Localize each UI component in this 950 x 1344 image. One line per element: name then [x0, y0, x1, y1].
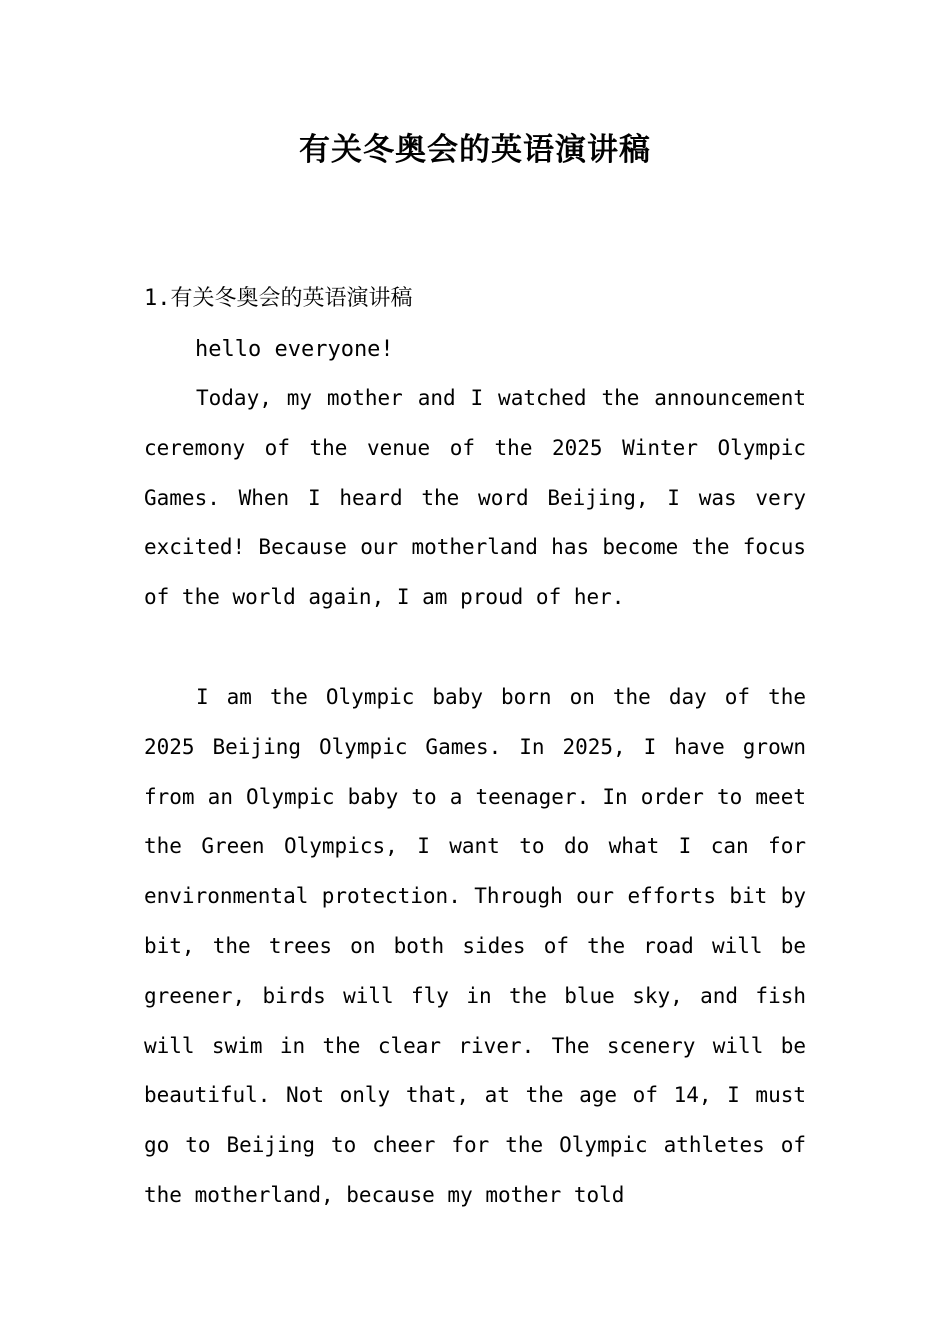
section-heading: 1.有关冬奥会的英语演讲稿: [144, 286, 413, 311]
paragraph-2: I am the Olympic baby born on the day of the 2025 Beijing Olympic Games. In 2025, I have grown from an Olympic baby to a teenager. In order to meet the Green Olympics, I want to do what I can for environmental protection. Through our efforts bit by bit, the trees on both sides of the road will be greener, birds will fly in the blue sky, and fish will swim in the clear river. The scenery will be beautiful. Not only that, at the age of 14, I must go to Beijing to cheer for the Olympic athletes of the motherland, because my mother told: [144, 685, 806, 1207]
paragraph-1: Today, my mother and I watched the announcement ceremony of the venue of the 2025 Winter Olympic Games. When I heard the word Beijing, I was very excited! Because our motherland has become the focus of the world again, I am proud of her.: [144, 386, 806, 610]
greeting-line: hello everyone!: [195, 337, 394, 362]
document-title: 有关冬奥会的英语演讲稿: [299, 132, 651, 168]
